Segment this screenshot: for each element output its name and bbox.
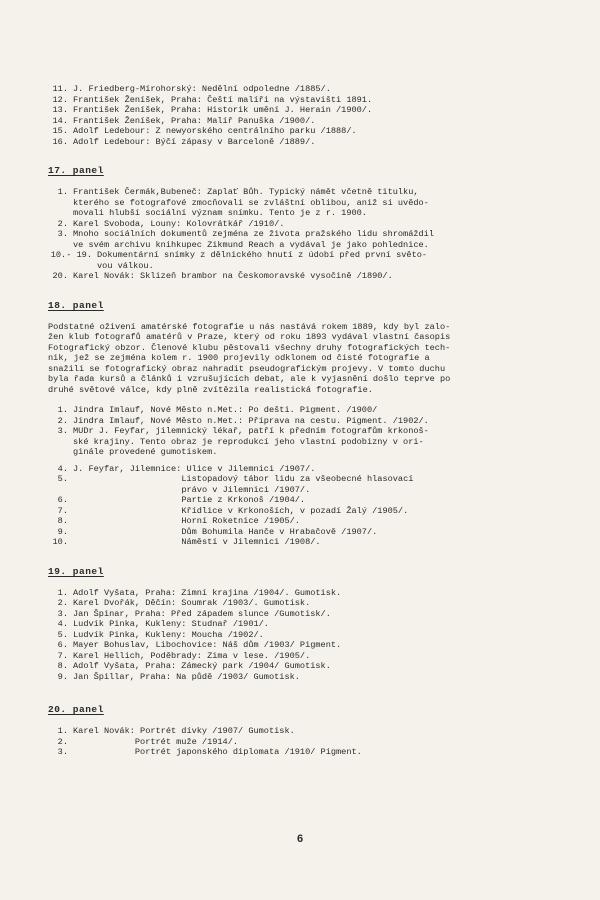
item-number: 3. bbox=[57, 426, 68, 436]
item-number: 2. bbox=[57, 218, 68, 229]
item-number: 5. bbox=[57, 629, 68, 640]
list-item bbox=[48, 588, 568, 599]
panel-20-heading: 20. panel bbox=[48, 704, 104, 715]
item-text: Listopadový tábor lidu za všeobecné hlasovací právo v Jilemnici /1907/. bbox=[181, 474, 414, 495]
item-text: Karel Novák: Sklizeň brambor na Českomoravské vysočině /1890/. bbox=[73, 271, 393, 281]
panel-20-list bbox=[48, 726, 568, 758]
item-number: 20. bbox=[52, 271, 68, 281]
item-text: Mnoho sociálních dokumentů zejména ze života pražského lidu shromáždil ve svém archivu knihkupec Zikmund Reach a vydával je jako pohlednice. bbox=[73, 229, 434, 250]
list-item bbox=[48, 426, 568, 458]
list-item bbox=[48, 619, 568, 630]
item-text: MUDr J. Feyfar, jilemnický lékař, patří k předním fotografům krkonoš- ské krajiny. Tento obraz je reprodukcí jeho vlastní podobizny v ori- ginále provedené gumotiskem. bbox=[73, 426, 429, 457]
item-text: Jan Špillar, Praha: Na půdě /1903/ Gumotisk. bbox=[73, 671, 300, 682]
list-item bbox=[48, 598, 568, 609]
item-text: Mayer Bohuslav, Libochovice: Náš dům /1903/ Pigment. bbox=[73, 640, 342, 650]
list-item bbox=[48, 651, 568, 662]
item-text: František Čermák,Bubeneč: Zaplať Bůh. Typický námět včetně titulku, kterého se fotografové zmocňovali se zvláštní oblibou, aniž si uvědo- movali hlubší sociální význam snímku. Tento je z r. 1900. bbox=[73, 187, 429, 218]
panel-18-list-b bbox=[48, 464, 568, 548]
item-text: Křídlice v Krkonoších, v pozadí Žalý /1905/. bbox=[73, 505, 409, 516]
item-text: Adolf Vyšata, Praha: Zámecký park /1904/ Gumotisk. bbox=[73, 661, 331, 671]
item-number: 9. bbox=[57, 671, 68, 682]
list-item bbox=[48, 527, 568, 538]
item-number: 7. bbox=[57, 505, 68, 516]
item-text: Portrét japonského diplomata /1910/ Pigment. bbox=[73, 747, 362, 757]
item-number: 12. bbox=[52, 94, 68, 105]
item-text: Jindra Imlauf, Nové Město n.Met.: Po dešti. Pigment. /1900/ bbox=[73, 405, 378, 415]
item-text: Karel Novák: Portrét dívky /1907/ Gumotisk. bbox=[73, 726, 295, 736]
list-item bbox=[48, 405, 568, 416]
list-item bbox=[48, 105, 568, 116]
item-number: 14. bbox=[52, 115, 68, 126]
item-number: 7. bbox=[57, 650, 68, 661]
list-item bbox=[48, 416, 568, 427]
item-number: 10. bbox=[52, 537, 68, 547]
list-item bbox=[48, 672, 568, 683]
item-text: Adolf Ledebour: Býčí zápasy v Barceloně /1889/. bbox=[73, 136, 316, 147]
list-item bbox=[48, 640, 568, 651]
list-item bbox=[48, 516, 568, 527]
list-item bbox=[48, 250, 568, 271]
item-number: 6. bbox=[57, 640, 68, 650]
list-item bbox=[48, 474, 568, 495]
item-text: Ludvík Pinka, Kukleny: Studnař /1901/. bbox=[73, 619, 269, 629]
panel-19-list bbox=[48, 588, 568, 683]
item-text: J. Feyfar, Jilemnice: Ulice v Jilemnici /1907/. bbox=[73, 463, 316, 474]
document-page bbox=[48, 84, 568, 758]
panel-18-heading: 18. panel bbox=[48, 299, 104, 311]
item-number: 5. bbox=[57, 474, 68, 484]
panel-18-section bbox=[48, 300, 568, 548]
item-text: Jan Špinar, Praha: Před západem slunce /Gumotisk/. bbox=[73, 608, 331, 619]
item-number: 3. bbox=[57, 229, 68, 239]
item-number: 2. bbox=[57, 736, 68, 747]
item-number: 9. bbox=[57, 526, 68, 537]
item-text: Horní Roketnice /1905/. bbox=[73, 516, 300, 526]
list-item bbox=[48, 95, 568, 106]
item-text: Ludvík Pinka, Kukleny: Moucha /1902/. bbox=[73, 629, 264, 640]
panel-17-section bbox=[48, 165, 568, 282]
list-item bbox=[48, 187, 568, 219]
item-text: František Ženíšek, Praha: Malíř Panuška /1900/. bbox=[73, 115, 316, 126]
list-item bbox=[48, 537, 568, 548]
panel-19-section bbox=[48, 566, 568, 683]
item-text: Adolf Ledebour: Z newyorského centrálního parku /1888/. bbox=[73, 126, 357, 136]
list-item bbox=[48, 271, 568, 282]
item-text: Dokumentární snímky z dělnického hnutí z údobí před první světo- vou válkou. bbox=[97, 250, 428, 271]
list-item bbox=[48, 506, 568, 517]
panel-18-list-a bbox=[48, 405, 568, 458]
item-number: 1. bbox=[57, 587, 68, 598]
item-text: Karel Hellich, Poděbrady: Zima v lese. /1905/. bbox=[73, 650, 311, 661]
item-number: 2. bbox=[57, 415, 68, 426]
list-item bbox=[48, 737, 568, 748]
item-number: 10.- 19. bbox=[50, 250, 92, 260]
page-number: 6 bbox=[296, 833, 304, 845]
item-number: 1. bbox=[57, 187, 68, 197]
item-text: J. Friedberg-Mírohorský: Nedělní odpoledne /1885/. bbox=[73, 84, 331, 94]
panel-19-heading: 19. panel bbox=[48, 565, 104, 577]
item-text: Adolf Vyšata, Praha: Zimní krajina /1904/. Gumotisk. bbox=[73, 587, 342, 598]
list-item bbox=[48, 219, 568, 230]
item-number: 3. bbox=[57, 608, 68, 619]
item-text: Karel Dvořák, Děčín: Soumrak /1903/. Gumotisk. bbox=[73, 598, 311, 608]
item-text: Náměstí v Jilemnici /1908/. bbox=[73, 537, 321, 547]
item-number: 6. bbox=[57, 495, 68, 505]
item-number: 8. bbox=[57, 661, 68, 671]
panel-17-list bbox=[48, 187, 568, 282]
item-text: Partie z Krkonoš /1904/. bbox=[73, 495, 306, 505]
list-item bbox=[48, 747, 568, 758]
list-item bbox=[48, 137, 568, 148]
item-number: 11. bbox=[52, 84, 68, 94]
item-number: 2. bbox=[57, 598, 68, 608]
item-number: 4. bbox=[57, 619, 68, 629]
item-text: Dům Bohumila Hanče v Hrabačově /1907/. bbox=[73, 526, 378, 537]
item-number: 3. bbox=[57, 747, 68, 757]
list-item bbox=[48, 84, 568, 95]
panel-20-section bbox=[48, 704, 568, 758]
item-number: 1. bbox=[57, 726, 68, 736]
list-item bbox=[48, 229, 568, 250]
list-item bbox=[48, 116, 568, 127]
item-text: Jindra Imlauf, Nové Město n.Met.: Příprava na cestu. Pigment. /1902/. bbox=[73, 415, 429, 426]
panel-17-heading: 17. panel bbox=[48, 165, 104, 176]
item-number: 13. bbox=[52, 105, 68, 115]
list-item bbox=[48, 464, 568, 475]
item-text: Karel Svoboda, Louny: Kolovrátkář /1910/. bbox=[73, 218, 285, 229]
list-item bbox=[48, 495, 568, 506]
list-item bbox=[48, 609, 568, 620]
item-text: František Ženíšek, Praha: Čeští malíři na výstavišti 1891. bbox=[73, 94, 373, 105]
item-text: Portrét muže /1914/. bbox=[73, 736, 239, 747]
item-number: 4. bbox=[57, 463, 68, 474]
list-item bbox=[48, 630, 568, 641]
item-number: 8. bbox=[57, 516, 68, 526]
item-number: 15. bbox=[52, 126, 68, 136]
list-item bbox=[48, 726, 568, 737]
item-number: 16. bbox=[52, 136, 68, 147]
item-number: 1. bbox=[57, 405, 68, 415]
list-item bbox=[48, 126, 568, 137]
list-item bbox=[48, 661, 568, 672]
panel-18-intro: Podstatné oživení amatérské fotografie u nás nastává rokem 1889, kdy byl zalo- žen klub fotografů amatérů v Praze, který od roku 1893 vydával vlastní časopis Fotografický obzor. Členové klubu pěstovali všechny druhy fotografických tech- nik, jež se zejména kolem r. 1900 projevily odklonem od čisté fotografie a snažili se fotografický obraz nahradit pseudografickým projevy. V tomto duchu byla řada kursů a článků i vzrušujících debat, ale k vyjasnění došlo teprve po druhé světové válce, kdy plně zvítězila realistická fotografie. bbox=[48, 321, 451, 395]
top-list bbox=[48, 84, 568, 147]
item-text: František Ženíšek, Praha: Historik umění J. Herain /1900/. bbox=[73, 105, 373, 115]
